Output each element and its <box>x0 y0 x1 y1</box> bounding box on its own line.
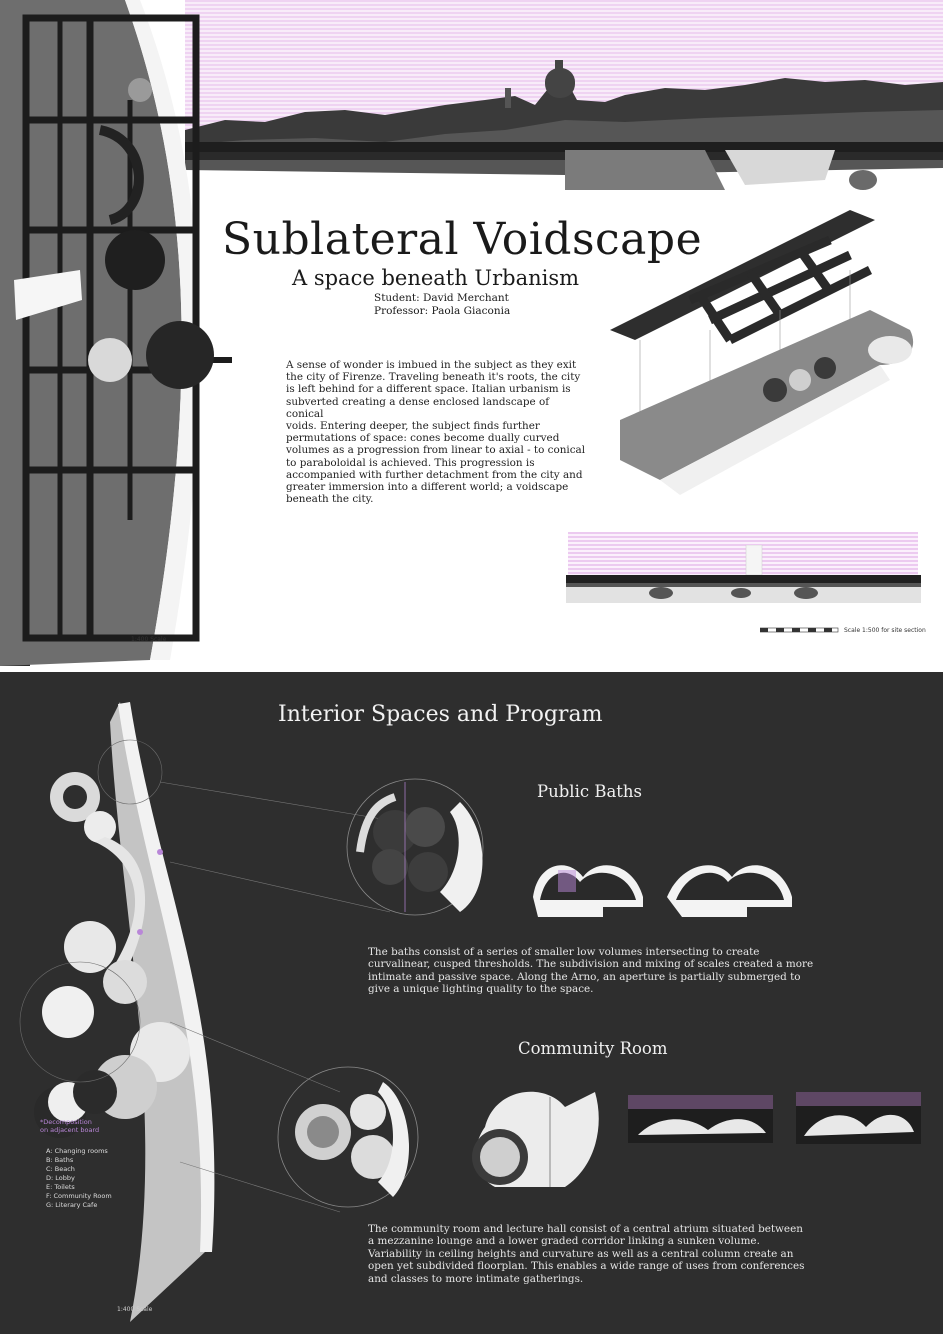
description-line: to paraboloidal is achieved. This progression is <box>286 456 535 469</box>
community-description-line: Variability in ceiling heights and curvature as well as a central column create an <box>368 1247 794 1260</box>
community-room-section-a <box>628 1095 773 1143</box>
top-board <box>0 0 943 666</box>
description-line: is left behind for a different space. Italian urbanism is <box>286 383 571 396</box>
public-baths-plan-detail <box>340 772 510 922</box>
community-room-axonometric <box>455 1077 605 1197</box>
bottom-board <box>0 672 943 1334</box>
baths-description-line: give a unique lighting quality to the space. <box>368 983 594 996</box>
site-section-drawing <box>566 545 921 605</box>
baths-description-line: intimate and passive space. Along the Arno, an aperture is partially submerged to <box>368 970 801 983</box>
community-description-line: and classes to more intimate gatherings. <box>368 1272 584 1285</box>
public-baths-description <box>368 946 814 996</box>
legend-item: E: Toilets <box>46 1183 75 1191</box>
description-line: A sense of wonder is imbued in the subject as they exit <box>286 359 577 371</box>
description-line: greater immersion into a different world; a voidscape <box>286 481 569 494</box>
professor-credit: Professor: Paola Giaconia <box>374 305 511 317</box>
description-line: the city of Firenze. Traveling beneath it's roots, the city <box>286 371 581 384</box>
community-description-line: a mezzanine lounge and a lower graded corridor linking a sunken volume. <box>368 1235 760 1248</box>
scale-bar <box>760 624 840 638</box>
baths-section-b <box>662 852 797 922</box>
note-line: *Decomposition <box>40 1118 92 1126</box>
description-line: volumes as a progression from linear to axial - to conical <box>286 444 586 457</box>
decomposition-note <box>40 1118 99 1134</box>
baths-description-line: The baths consist of a series of smaller low volumes intersecting to create <box>368 946 760 958</box>
plan-scale-label: 1:400 Scale <box>131 636 167 643</box>
description-line: permutations of space: cones become dually curved <box>286 432 560 445</box>
board-title: Sublateral Voidscape <box>222 214 703 265</box>
section-scale-label: Scale 1:500 for site section <box>844 627 926 634</box>
baths-section-a <box>528 852 648 922</box>
bottom-plan-scale-label: 1:400 Scale <box>117 1306 153 1313</box>
community-room-section-b <box>796 1092 921 1144</box>
program-legend <box>46 1147 112 1210</box>
student-credit: Student: David Merchant <box>374 292 509 304</box>
community-description-line: open yet subdivided floorplan. This enables a wide range of uses from conferences <box>368 1260 805 1273</box>
legend-item: D: Lobby <box>46 1174 75 1182</box>
legend-item: F: Community Room <box>46 1192 112 1200</box>
public-baths-heading: Public Baths <box>537 782 643 801</box>
project-description <box>286 359 586 505</box>
baths-description-line: curvalinear, cusped thresholds. The subdivision and mixing of scales created a more <box>368 958 814 971</box>
exploded-axonometric-drawing <box>600 200 930 500</box>
description-line: accompanied with further detachment from the city and <box>286 468 583 481</box>
description-line: voids. Entering deeper, the subject finds further <box>286 420 540 433</box>
community-room-description <box>368 1223 805 1285</box>
description-line: subverted creating a dense enclosed landscape of conical <box>286 395 550 420</box>
legend-item: B: Baths <box>46 1156 74 1164</box>
legend-item: G: Literary Cafe <box>46 1201 98 1209</box>
community-room-plan-detail <box>268 1062 428 1212</box>
board-subtitle: A space beneath Urbanism <box>292 266 580 290</box>
note-line: on adjacent board <box>40 1126 100 1134</box>
section-heading: Interior Spaces and Program <box>278 702 603 727</box>
community-description-line: The community room and lecture hall consist of a central atrium situated between <box>368 1223 803 1235</box>
community-room-heading: Community Room <box>518 1039 668 1058</box>
site-plan-drawing <box>0 0 240 666</box>
legend-item: A: Changing rooms <box>46 1147 108 1155</box>
skyline-cut-shape <box>185 150 943 200</box>
legend-item: C: Beach <box>46 1165 75 1173</box>
description-line: beneath the city. <box>286 493 374 506</box>
